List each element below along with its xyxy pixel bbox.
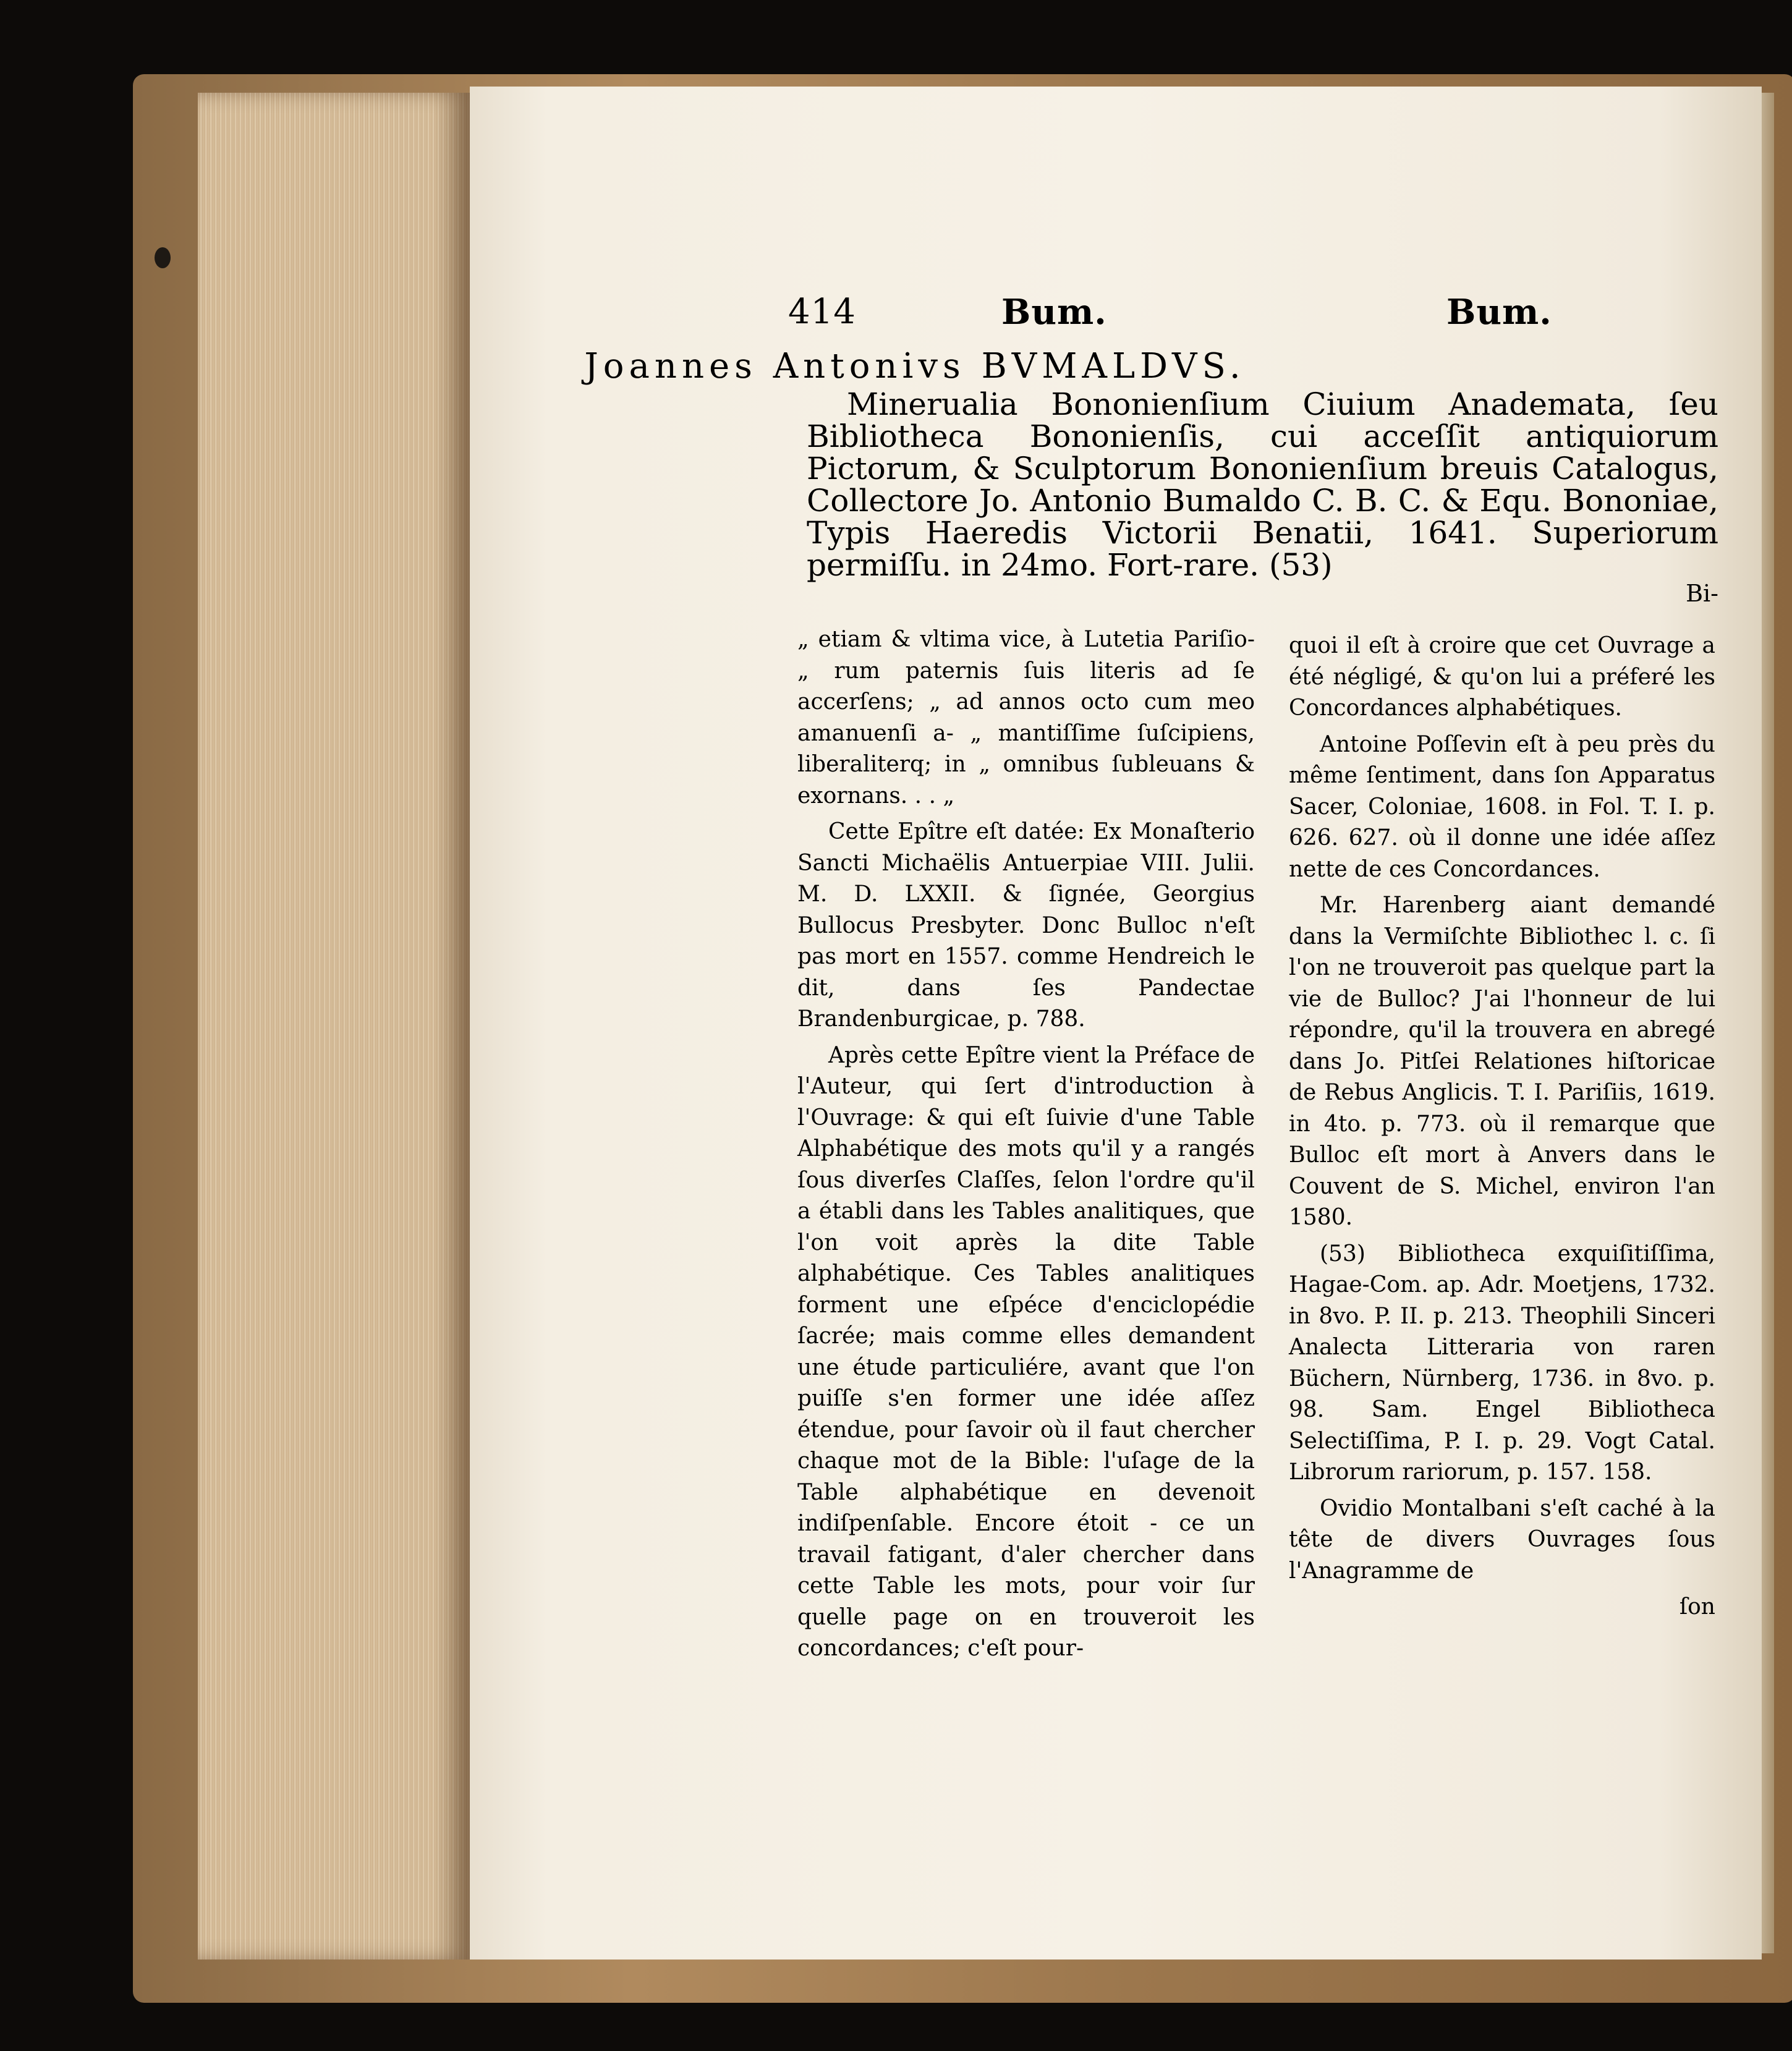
entry-catchword: Bi- <box>1686 580 1718 607</box>
page-edges <box>198 93 470 1960</box>
entry-block <box>807 388 1718 606</box>
binding-nail <box>155 247 171 268</box>
entry-paragraph: Minerualia Bononienſium Ciuium Anademata, ſeu Bibliotheca Bononienſis, cui acceſſit antiquiorum Pictorum, & Sculptorum Bononienſium breuis Catalogus, Collectore Jo. Antonio Bumaldo C. B. C. & Equ. Bononiae, Typis Haeredis Victorii Benatii, 1641. Superiorum permiſſu. in 24mo. Fort-rare. (53) <box>807 386 1718 583</box>
entry-author: Joannes Antonivs BVMALDVS. <box>584 346 1246 386</box>
running-head-right: Bum. <box>1446 292 1552 333</box>
running-head-left: Bum. <box>1001 292 1107 333</box>
left-paragraph-3: Après cette Epître vient la Préface de l'Auteur, qui ſert d'introduction à l'Ouvrage: & qui eſt ſuivie d'une Table Alphabétique des mots qu'il y a rangés ſous diverſes Claſſes, ſelon l'ordre qu'il a établi dans les Tables analitiques, que l'on voit après la dite Table alphabétique. Ces Tables analitiques forment une eſpéce d'enciclopédie ſacrée; mais comme elles demandent une étude particuliére, avant que l'on puiſſe s'en former une idée aſſez étendue, pour ſavoir où il faut chercher chaque mot de la Bible: l'uſage de la Table alphabétique en devenoit indiſpenſable. Encore étoit - ce un travail fatigant, d'aler chercher dans cette Table les mots, pour voir ſur quelle page on en trouveroit les concordances; c'eſt pour- <box>797 1042 1255 1661</box>
left-column <box>797 624 1255 1670</box>
left-paragraph-2: Cette Epître eſt datée: Ex Monaſterio Sancti Michaëlis Antuerpiae VIII. Julii. M. D. LXXII. & ſignée, Georgius Bullocus Presbyter. Donc Bulloc n'eſt pas mort en 1557. comme Hendreich le dit, dans ſes Pandectae Brandenburgicae, p. 788. <box>797 819 1255 1032</box>
right-footnote: (53) Bibliotheca exquiſitiſſima, Hagae-Com. ap. Adr. Moetjens, 1732. in 8vo. P. II. p. 213. Theophili Sinceri Analecta Litteraria von raren Büchern, Nürnberg, 1736. in 8vo. p. 98. Sam. Engel Bibliotheca Selectiſſima, P. I. p. 29. Vogt Catal. Librorum rariorum, p. 157. 158. <box>1289 1241 1715 1485</box>
right-paragraph-3: Mr. Harenberg aiant demandé dans la Vermiſchte Bibliothec l. c. ſi l'on ne trouveroit pas quelque part la vie de Bulloc? J'ai l'honneur de lui répondre, qu'il la trouvera en abregé dans Jo. Pitſei Relationes hiſtoricae de Rebus Anglicis. T. I. Pariſiis, 1619. in 4to. p. 773. où il remarque que Bulloc eſt mort à Anvers dans le Couvent de S. Michel, environ l'an 1580. <box>1289 893 1715 1230</box>
left-paragraph-1: „ etiam & vltima vice, à Lutetia Pariſio- „ rum paternis ſuis literis ad ſe accerſens; „ ad annos octo cum meo amanuenſi a- „ mantiſſime ſuſcipiens, liberaliterq; in „ omnibus ſubleuans & exornans. . . „ <box>797 627 1255 809</box>
right-paragraph-2: Antoine Poſſevin eſt à peu près du même ſentiment, dans ſon Apparatus Sacer, Coloniae, 1608. in Fol. T. I. p. 626. 627. où il donne une idée aſſez nette de ces Concordances. <box>1289 731 1715 882</box>
right-catchword: ſon <box>1679 1594 1715 1620</box>
right-paragraph-1: quoi il eſt à croire que cet Ouvrage a été négligé, & qu'on lui a préferé les Concordances alphabétiques. <box>1289 633 1715 721</box>
page-number: 414 <box>788 292 856 332</box>
right-column <box>1289 631 1715 1623</box>
right-paragraph-5: Ovidio Montalbani s'eſt caché à la tête de divers Ouvrages ſous l'Anagramme de <box>1289 1495 1715 1584</box>
